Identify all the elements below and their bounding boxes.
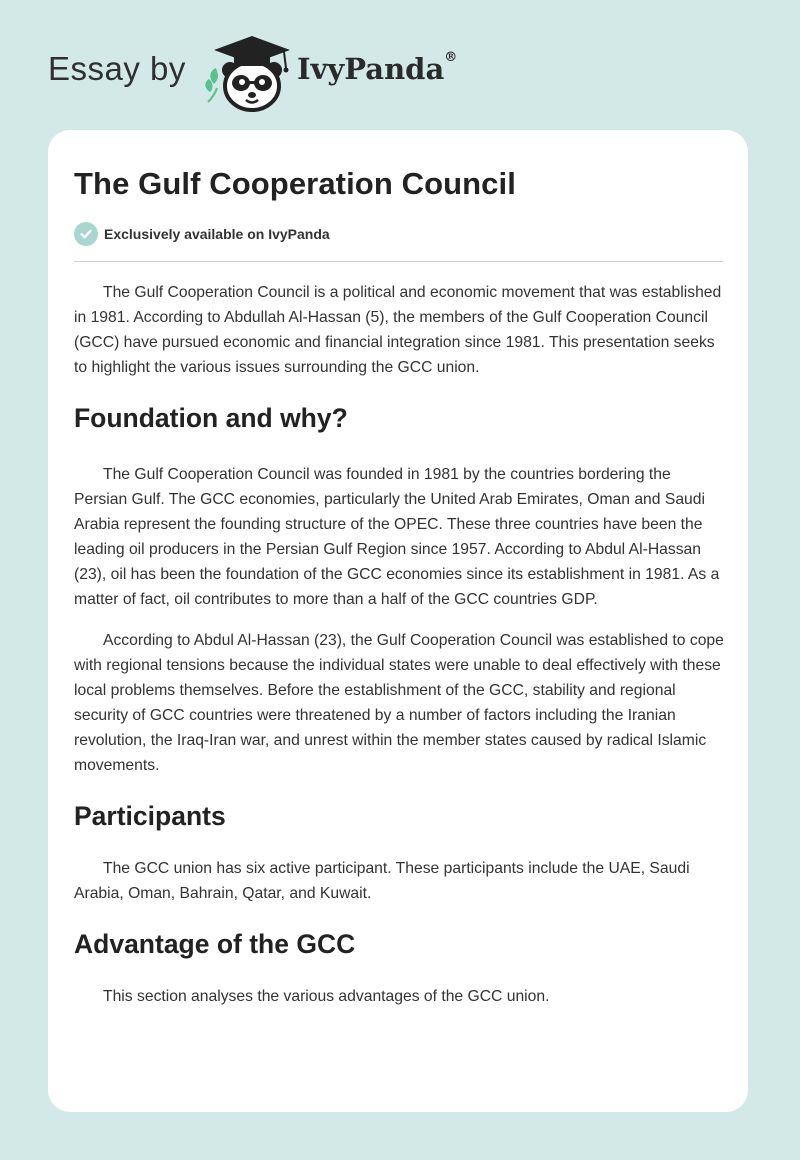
registered-mark: ®	[444, 50, 458, 65]
section-heading-foundation: Foundation and why?	[74, 403, 348, 433]
paragraph: The GCC union has six active participant. These participants include the UAE, Saudi Arabia, Oman, Bahrain, Qatar, and Kuwait.	[74, 860, 690, 902]
paragraph: According to Abdul Al-Hassan (23), the Gulf Cooperation Council was established to cope with regional tensions because the individual states were unable to deal effectively with these local problems themselves. Before the establishment of the GCC, stability and regional security of GCC countries were threatened by a number of factors including the Iranian revolution, the Iraq-Iran war, and unrest within the member states caused by radical Islamic movements.	[74, 632, 724, 774]
exclusive-badge	[74, 222, 330, 246]
site-header	[48, 28, 548, 112]
divider	[74, 261, 723, 262]
essay-body	[74, 280, 726, 1025]
paragraph: The Gulf Cooperation Council was founded in 1981 by the countries bordering the Persian Gulf. The GCC economies, particularly the United Arab Emirates, Oman and Saudi Arabia represent the founding structure of the OPEC. These three countries have been the leading oil producers in the Persian Gulf Region since 1957. According to Abdul Al-Hassan (23), oil has been the foundation of the GCC economies since its establishment in 1981. As a matter of fact, oil contributes to more than a half of the GCC countries GDP.	[74, 466, 720, 608]
essay-by-label: Essay by	[48, 50, 186, 87]
intro-paragraph: The Gulf Cooperation Council is a political and economic movement that was established in 1981. According to Abdullah Al-Hassan (5), the members of the Gulf Cooperation Council (GCC) have pursued economic and financial integration since 1981. This presentation seeks to highlight the various issues surrounding the GCC union.	[74, 284, 722, 376]
page-title: The Gulf Cooperation Council	[74, 166, 516, 201]
exclusive-label: Exclusively available on IvyPanda	[104, 226, 330, 242]
essay-card	[48, 130, 748, 1112]
paragraph: This section analyses the various advantages of the GCC union.	[103, 988, 550, 1005]
brand-name[interactable]: IvyPanda®	[297, 50, 458, 86]
section-heading-advantage: Advantage of the GCC	[74, 929, 356, 959]
panda-graduation-logo-icon[interactable]	[200, 32, 296, 112]
section-heading-participants: Participants	[74, 801, 226, 831]
check-icon	[74, 222, 98, 246]
